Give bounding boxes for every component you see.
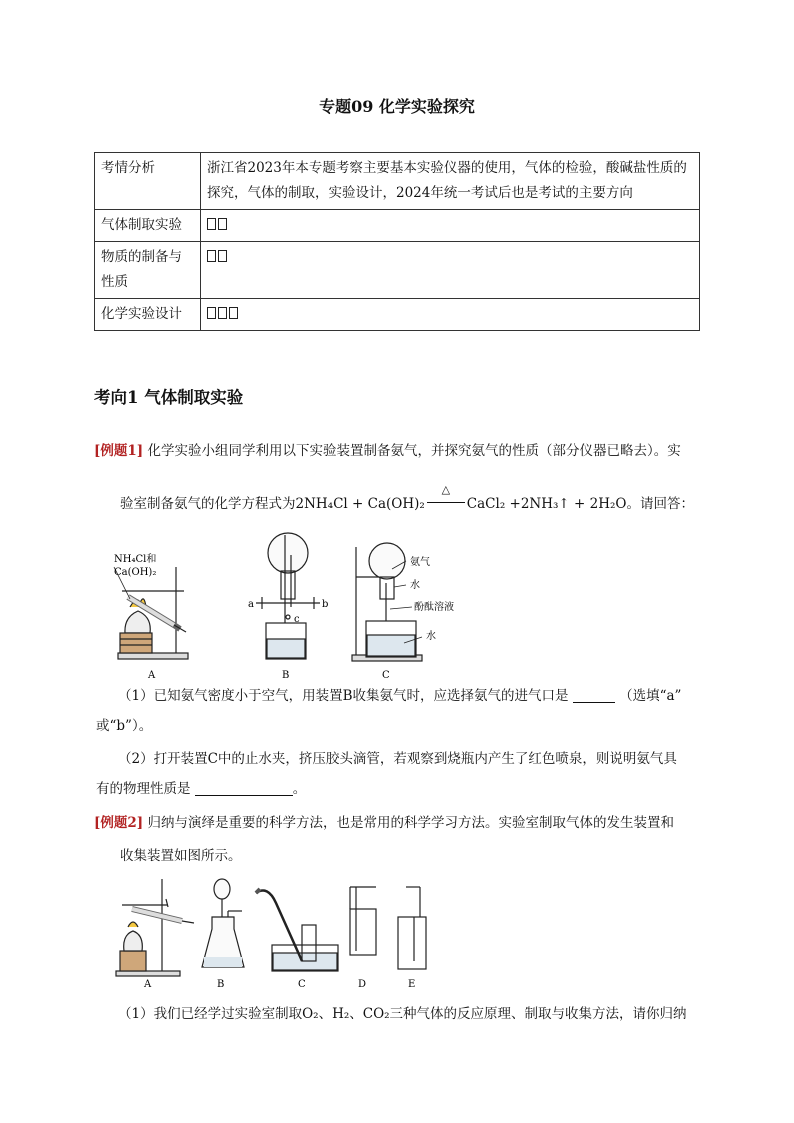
example2-intro <box>94 813 674 833</box>
label-D: D <box>358 979 367 990</box>
q2-text: 有的物理性质是 <box>96 781 191 797</box>
label-B: B <box>217 979 225 990</box>
table-row <box>95 242 700 299</box>
row-label: 化学实验设计 <box>95 299 201 331</box>
row-content <box>201 242 700 299</box>
placeholder-box-icon <box>207 250 216 262</box>
ammonia-apparatus-figure <box>100 525 500 680</box>
section-heading: 考向1 气体制取实验 <box>94 388 244 407</box>
apparatus-d <box>350 887 376 955</box>
example-tag: [例题1] <box>94 443 144 459</box>
reaction-arrow <box>425 483 467 514</box>
equation-lhs: 2NH₄Cl + Ca(OH)₂ <box>295 496 425 512</box>
equation-prefix: 验室制备氨气的化学方程式为 <box>120 496 296 512</box>
answer-blank[interactable] <box>195 781 293 796</box>
port-b-label: b <box>322 599 329 610</box>
equation-line <box>120 483 694 514</box>
water-label-2: 水 <box>426 631 436 642</box>
placeholder-box-icon <box>207 307 216 319</box>
row-label: 物质的制备与性质 <box>95 242 201 299</box>
page-title: 专题09 化学实验探究 <box>319 97 475 116</box>
question-2-line2 <box>96 779 306 799</box>
heat-symbol: △ <box>441 483 451 496</box>
placeholder-box-icon <box>218 218 227 230</box>
placeholder-box-icon <box>229 307 238 319</box>
port-a-label: a <box>248 599 254 610</box>
example-tag: [例题2] <box>94 815 144 831</box>
apparatus-c <box>256 889 338 971</box>
example2-question-1: （1）我们已经学过实验室制取O₂、H₂、CO₂三种气体的反应原理、制取与收集方法，请你归纳 <box>118 1006 687 1022</box>
label-B: B <box>282 670 290 681</box>
example2-text: 归纳与演绎是重要的科学方法，也是常用的科学学习方法。实验室制取气体的发生装置和 <box>147 815 674 831</box>
table-row <box>95 299 700 331</box>
apparatus-e <box>398 887 426 969</box>
apparatus-b <box>256 533 320 659</box>
water-label-1: 水 <box>410 580 420 591</box>
question-1-line2: 或“b”）。 <box>96 718 153 734</box>
example2-line2: 收集装置如图所示。 <box>120 848 242 864</box>
apparatus-a <box>116 879 194 976</box>
q1-text: （1）已知氨气密度小于空气，用装置B收集氨气时，应选择氨气的进气口是 <box>118 688 569 704</box>
reagent-label-2: Ca(OH)₂ <box>114 567 157 578</box>
example1-intro <box>94 441 681 461</box>
phenolphthalein-label: 酚酞溶液 <box>414 602 454 613</box>
question-2: （2）打开装置C中的止水夹，挤压胶头滴管，若观察到烧瓶内产生了红色喷泉，则说明氨气具 <box>118 751 677 767</box>
label-C: C <box>298 979 306 990</box>
table-row <box>95 210 700 242</box>
port-c-label: c <box>294 614 300 625</box>
example1-text: 化学实验小组同学利用以下实验装置制备氨气，并探究氨气的性质（部分仪器已略去）。实 <box>147 443 681 459</box>
row-label: 气体制取实验 <box>95 210 201 242</box>
gas-label: 氨气 <box>410 557 430 568</box>
placeholder-box-icon <box>218 307 227 319</box>
equation-rhs: CaCl₂ +2NH₃↑ + 2H₂O。请回答： <box>466 496 694 512</box>
apparatus-b <box>202 879 244 967</box>
row-content <box>201 210 700 242</box>
label-A: A <box>144 979 152 990</box>
gas-apparatus-figure <box>110 873 440 993</box>
q2-tail: 。 <box>292 781 307 797</box>
label-E: E <box>408 979 416 990</box>
apparatus-a <box>114 567 188 659</box>
row-content: 浙江省2023年本专题考察主要基本实验仪器的使用，气体的检验，酸碱盐性质的探究，气体的制取，实验设计，2024年统一考试后也是考试的主要方向 <box>201 153 700 210</box>
row-content <box>201 299 700 331</box>
question-1 <box>118 686 681 706</box>
exam-analysis-table <box>94 152 700 331</box>
table-row <box>95 153 700 210</box>
answer-blank[interactable] <box>573 688 615 703</box>
row-label: 考情分析 <box>95 153 201 210</box>
label-A: A <box>148 670 156 681</box>
reagent-label-1: NH₄Cl和 <box>114 554 157 565</box>
placeholder-box-icon <box>218 250 227 262</box>
label-C: C <box>382 670 390 681</box>
q1-text-tail: （选填“a” <box>619 688 682 704</box>
placeholder-box-icon <box>207 218 216 230</box>
